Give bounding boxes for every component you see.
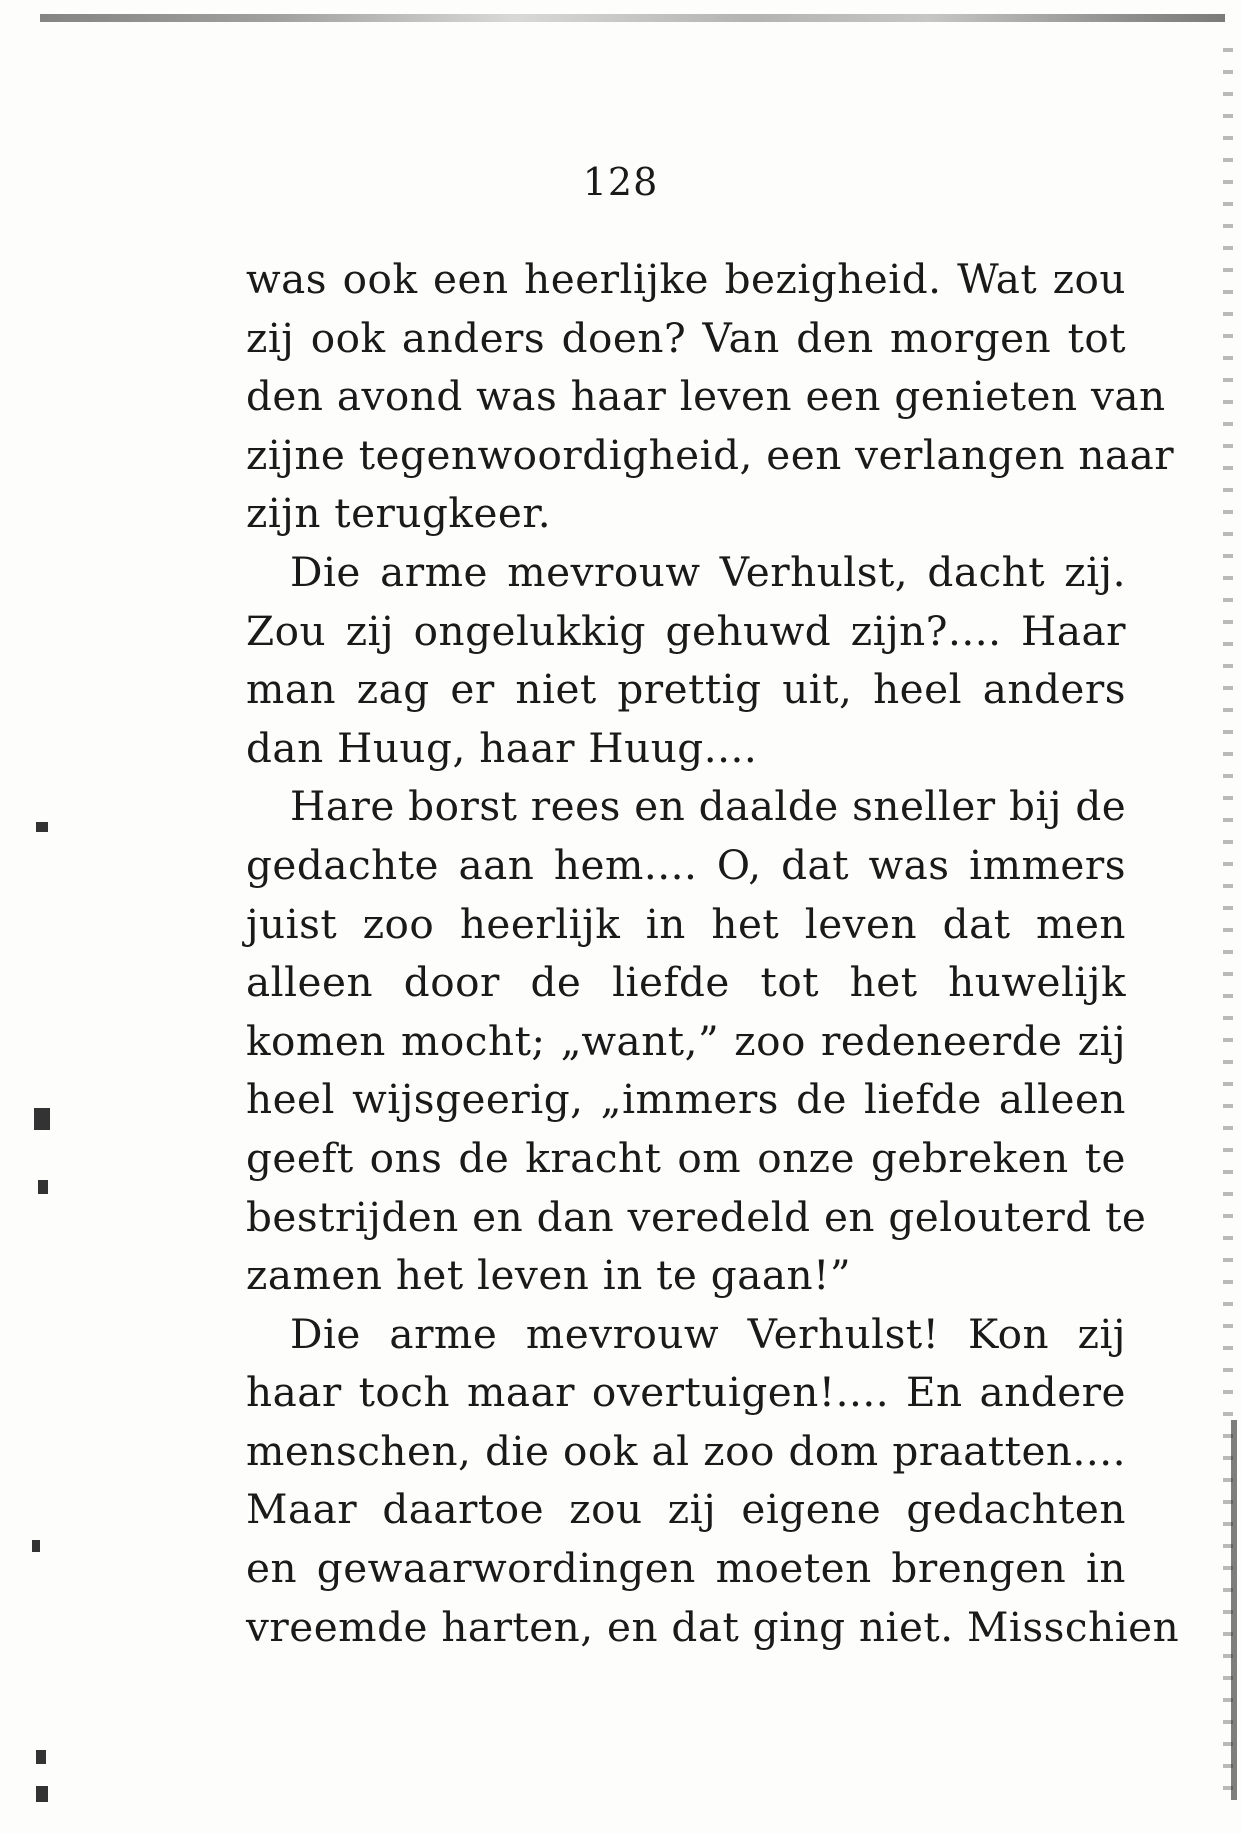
text-line: en gewaarwordingen moeten brengen in (246, 1544, 1126, 1593)
text-line: geeft ons de kracht om onze gebreken te (246, 1133, 1126, 1182)
page-number: 128 (582, 160, 659, 204)
text-line: gedachte aan hem.... O, dat was immers (246, 840, 1126, 889)
text-line: zij ook anders doen? Van den morgen tot (246, 313, 1126, 362)
text-line: alleen door de liefde tot het huwelijk (246, 958, 1126, 1007)
body-text (246, 250, 1180, 1656)
text-line: dan Huug, haar Huug.... (246, 723, 758, 772)
text-line: zamen het leven in te gaan!” (246, 1251, 852, 1300)
text-line: Die arme mevrouw Verhulst! Kon zij (290, 1309, 1126, 1358)
text-line: Zou zij ongelukkig gehuwd zijn?.... Haar (246, 606, 1126, 655)
text-line: menschen, die ook al zoo dom praatten.... (246, 1426, 1126, 1475)
text-line: Die arme mevrouw Verhulst, dacht zij. (290, 547, 1126, 596)
text-line: man zag er niet prettig uit, heel anders (246, 665, 1126, 714)
scan-top-edge (40, 14, 1225, 22)
text-line: haar toch maar overtuigen!.... En andere (246, 1368, 1126, 1417)
text-line: zijn terugkeer. (246, 489, 552, 538)
text-line: Hare borst rees en daalde sneller bij de (290, 782, 1127, 831)
text-line: heel wijsgeerig, „immers de liefde alleen (246, 1075, 1126, 1124)
text-line: bestrijden en dan veredeld en gelouterd te (246, 1192, 1147, 1241)
text-line: juist zoo heerlijk in het leven dat men (246, 899, 1126, 948)
text-line: was ook een heerlijke bezigheid. Wat zou (246, 255, 1126, 303)
text-line: den avond was haar leven een genieten van (246, 372, 1166, 421)
text-line: komen mocht; „want,” zoo redeneerde zij (246, 1016, 1126, 1065)
text-line: Maar daartoe zou zij eigene gedachten (246, 1485, 1126, 1534)
text-line: vreemde harten, en dat ging niet. Misschien (246, 1602, 1180, 1651)
scan-right-edge-shadow (1231, 1420, 1237, 1800)
text-line: zijne tegenwoordigheid, een verlangen naar (246, 430, 1175, 479)
